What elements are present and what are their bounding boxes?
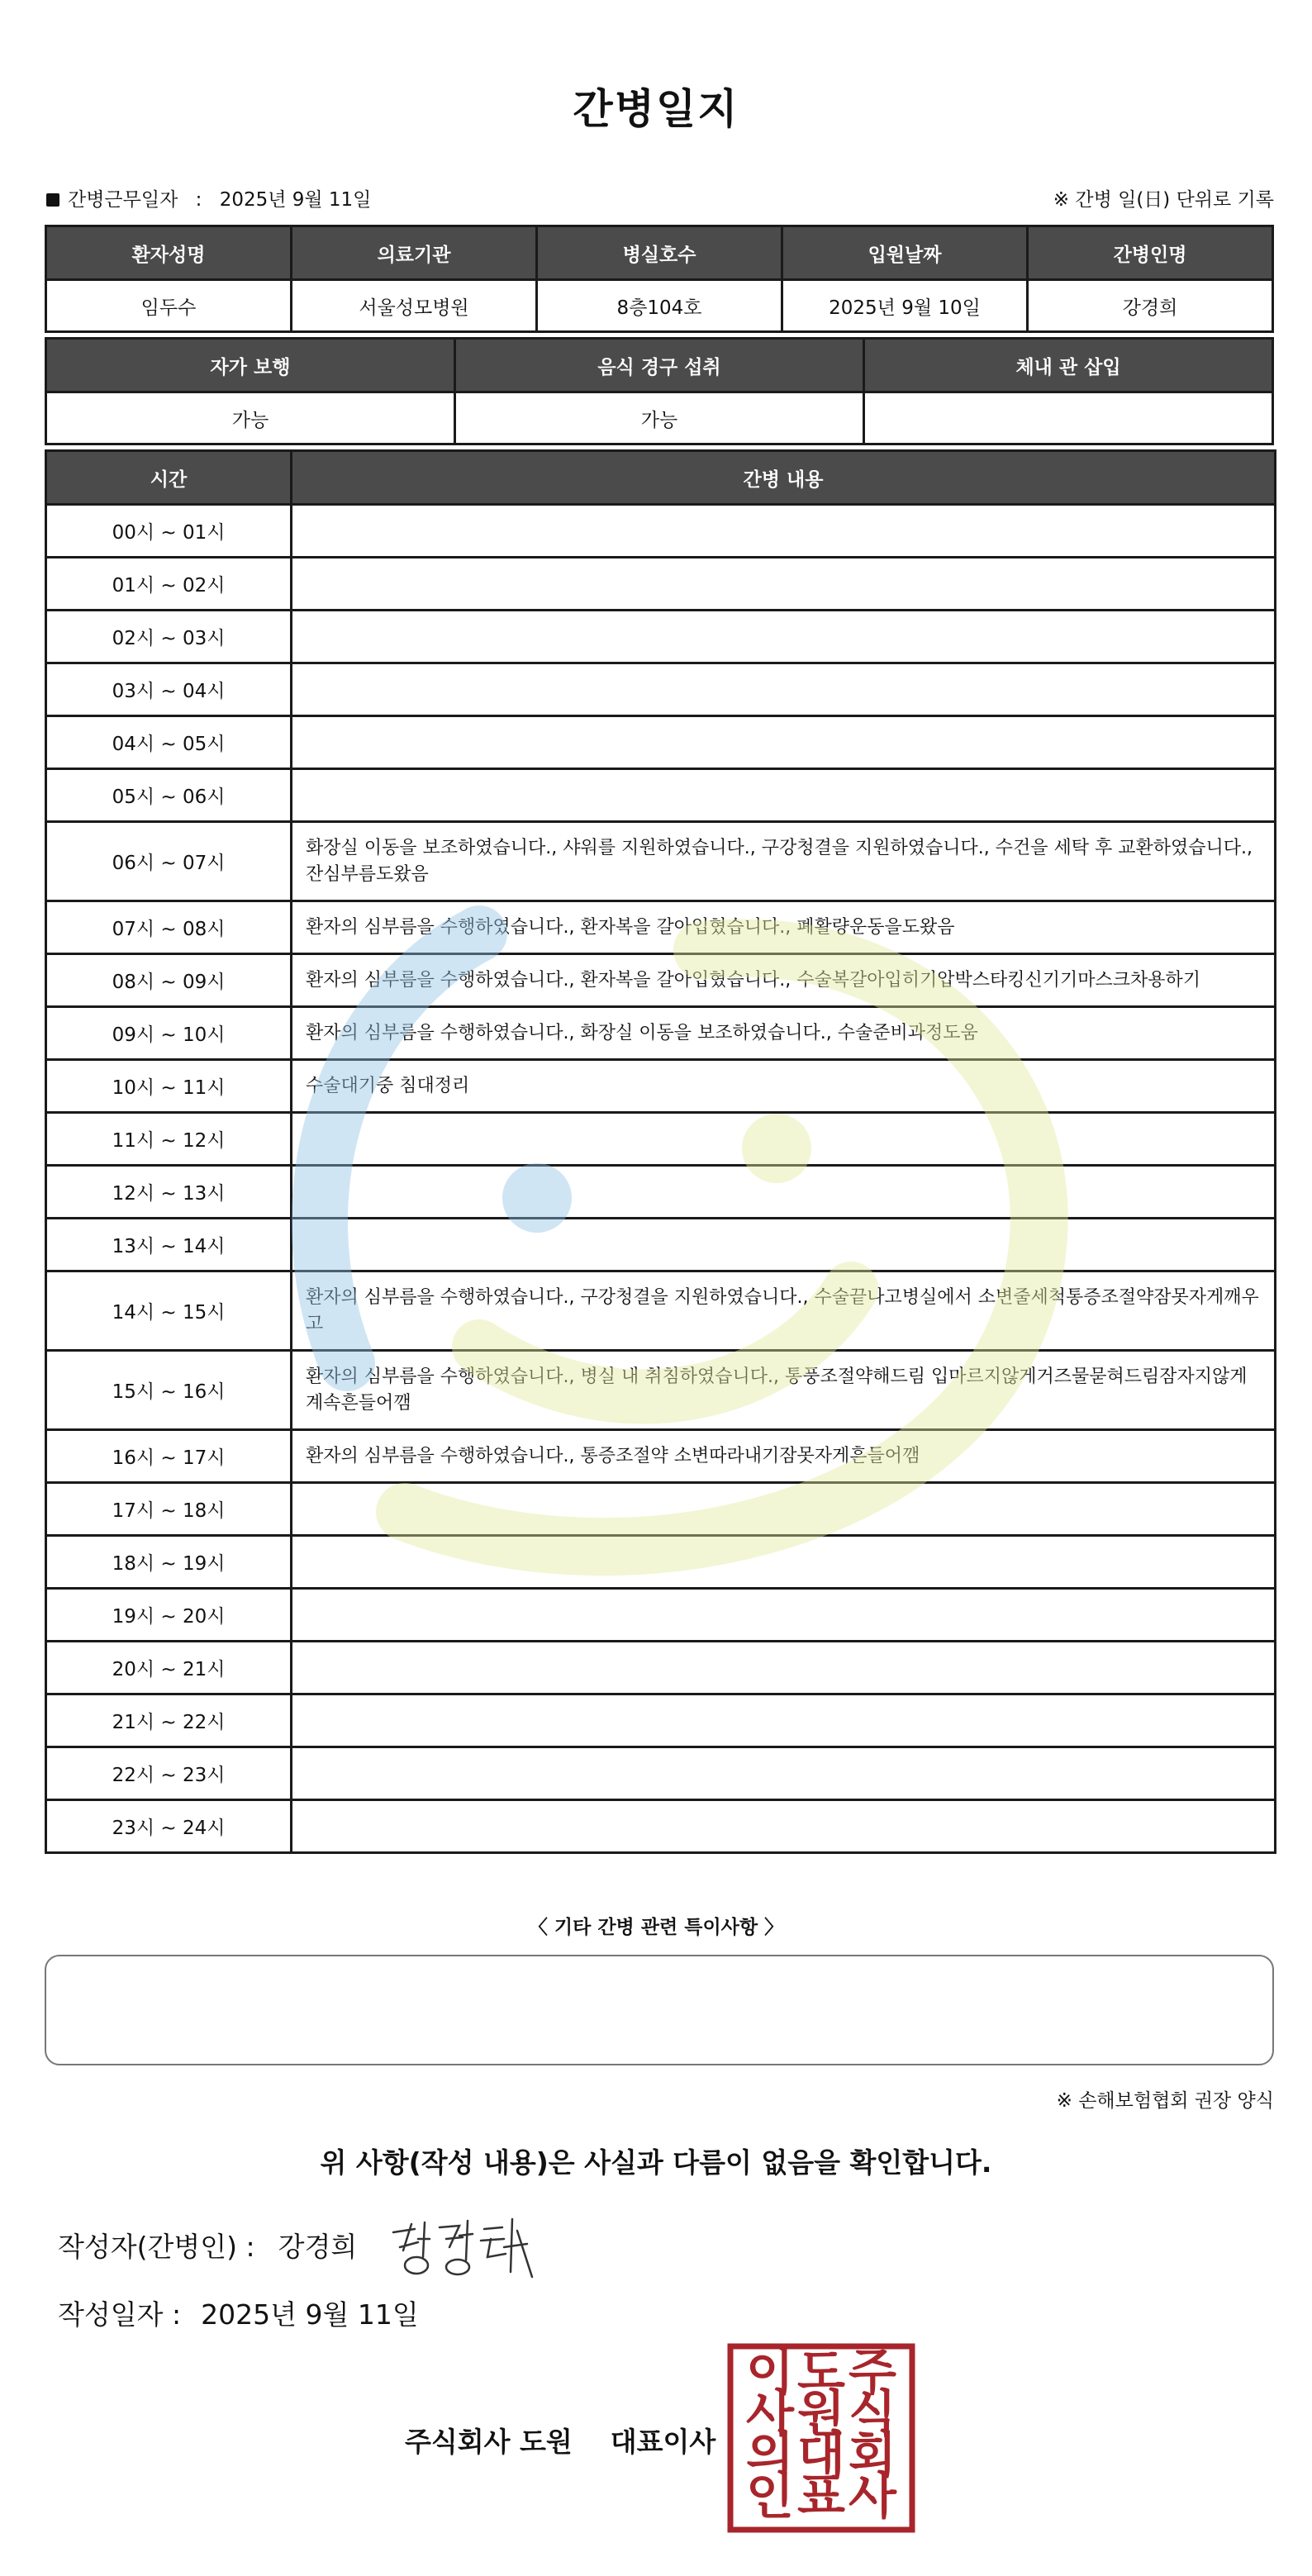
writer-label: 작성자(간병인) : bbox=[58, 2231, 255, 2263]
log-time: 10시 ~ 11시 bbox=[46, 1060, 292, 1113]
log-content bbox=[292, 663, 1276, 716]
header-admit-date: 입원날짜 bbox=[782, 226, 1028, 280]
confirmation-statement: 위 사항(작성 내용)은 사실과 다름이 없음을 확인합니다. bbox=[320, 2146, 992, 2179]
log-time: 08시 ~ 09시 bbox=[46, 954, 292, 1007]
log-row bbox=[46, 1351, 1276, 1430]
log-row bbox=[46, 901, 1276, 954]
seal-char: 의 bbox=[746, 2426, 794, 2484]
log-row bbox=[46, 1694, 1276, 1747]
log-row bbox=[46, 1589, 1276, 1642]
log-row bbox=[46, 505, 1276, 558]
seal-char: 대 bbox=[797, 2426, 845, 2484]
header-room: 병실호수 bbox=[537, 226, 782, 280]
written-date-line bbox=[58, 2293, 419, 2332]
log-row bbox=[46, 1060, 1276, 1113]
log-row bbox=[46, 611, 1276, 663]
oral-intake-value: 가능 bbox=[455, 392, 864, 444]
log-row bbox=[46, 822, 1276, 901]
log-time: 16시 ~ 17시 bbox=[46, 1430, 292, 1483]
handwritten-signature bbox=[387, 2214, 535, 2288]
header-hospital: 의료기관 bbox=[292, 226, 537, 280]
log-row bbox=[46, 1800, 1276, 1853]
seal-char: 도 bbox=[797, 2344, 845, 2402]
log-row bbox=[46, 1430, 1276, 1483]
log-time: 01시 ~ 02시 bbox=[46, 558, 292, 611]
status-header-row bbox=[46, 339, 1273, 392]
recommend-note: ※ 손해보험협회 권장 양식 bbox=[1056, 2090, 1274, 2112]
seal-char: 식 bbox=[849, 2385, 896, 2443]
log-content bbox=[292, 558, 1276, 611]
log-time: 12시 ~ 13시 bbox=[46, 1166, 292, 1219]
log-header-row bbox=[46, 451, 1276, 505]
log-row bbox=[46, 1007, 1276, 1060]
log-content bbox=[292, 1536, 1276, 1589]
log-content: 환자의 심부름을 수행하였습니다., 통증조절약 소변따라내기잠못자게흔들어깸 bbox=[292, 1430, 1276, 1483]
header-time: 시간 bbox=[46, 451, 292, 505]
patient-value-row bbox=[46, 280, 1273, 332]
log-time: 19시 ~ 20시 bbox=[46, 1589, 292, 1642]
status-table bbox=[45, 337, 1274, 445]
log-time: 04시 ~ 05시 bbox=[46, 716, 292, 769]
log-time: 20시 ~ 21시 bbox=[46, 1642, 292, 1694]
seal-char: 주 bbox=[849, 2344, 896, 2402]
seal-char: 회 bbox=[849, 2426, 896, 2484]
log-content bbox=[292, 611, 1276, 663]
log-content bbox=[292, 1747, 1276, 1800]
log-time: 09시 ~ 10시 bbox=[46, 1007, 292, 1060]
log-content bbox=[292, 1483, 1276, 1536]
log-body bbox=[46, 505, 1276, 1853]
log-content bbox=[292, 716, 1276, 769]
company-seal bbox=[727, 2343, 915, 2533]
header-oral-intake: 음식 경구 섭취 bbox=[455, 339, 864, 392]
log-row bbox=[46, 1219, 1276, 1271]
log-row bbox=[46, 558, 1276, 611]
header-caregiver: 간병인명 bbox=[1028, 226, 1273, 280]
log-time: 03시 ~ 04시 bbox=[46, 663, 292, 716]
walking-value: 가능 bbox=[46, 392, 455, 444]
tube-value bbox=[864, 392, 1273, 444]
log-row bbox=[46, 1747, 1276, 1800]
hospital-name: 서울성모병원 bbox=[292, 280, 537, 332]
header-care-content: 간병 내용 bbox=[292, 451, 1276, 505]
seal-char: 이 bbox=[746, 2344, 794, 2402]
header-tube: 체내 관 삽입 bbox=[864, 339, 1273, 392]
log-content: 환자의 심부름을 수행하였습니다., 구강청결을 지원하였습니다., 수술끝나고병실에서 소변줄세척통증조절약잠못자게깨우고 bbox=[292, 1271, 1276, 1351]
log-time: 17시 ~ 18시 bbox=[46, 1483, 292, 1536]
room-number: 8층104호 bbox=[537, 280, 782, 332]
care-date bbox=[46, 184, 371, 211]
log-content bbox=[292, 769, 1276, 822]
log-content: 환자의 심부름을 수행하였습니다., 환자복을 갈아입혔습니다., 폐활량운동을도왔음 bbox=[292, 901, 1276, 954]
writer-line bbox=[58, 2226, 357, 2265]
log-time: 23시 ~ 24시 bbox=[46, 1800, 292, 1853]
care-date-value: 2025년 9월 11일 bbox=[219, 188, 372, 211]
log-row bbox=[46, 1642, 1276, 1694]
square-bullet-icon bbox=[46, 193, 59, 207]
log-content: 화장실 이동을 보조하였습니다., 샤워를 지원하였습니다., 구강청결을 지원하였습니다., 수건을 세탁 후 교환하였습니다., 잔심부름도왔음 bbox=[292, 822, 1276, 901]
writer-name: 강경희 bbox=[278, 2231, 358, 2263]
log-content: 수술대기중 침대정리 bbox=[292, 1060, 1276, 1113]
log-time: 18시 ~ 19시 bbox=[46, 1536, 292, 1589]
log-time: 15시 ~ 16시 bbox=[46, 1351, 292, 1430]
seal-char: 사 bbox=[849, 2468, 896, 2526]
daily-note: ※ 간병 일(日) 단위로 기록 bbox=[1053, 188, 1274, 211]
log-row bbox=[46, 1166, 1276, 1219]
log-content bbox=[292, 1113, 1276, 1166]
seal-char: 인 bbox=[746, 2468, 794, 2526]
header-walking: 자가 보행 bbox=[46, 339, 455, 392]
log-row bbox=[46, 1536, 1276, 1589]
date-label: 작성일자 : bbox=[58, 2298, 182, 2331]
patient-header-row bbox=[46, 226, 1273, 280]
patient-name: 임두수 bbox=[46, 280, 292, 332]
patient-table bbox=[45, 225, 1274, 333]
log-time: 02시 ~ 03시 bbox=[46, 611, 292, 663]
care-date-label: 간병근무일자 bbox=[68, 188, 178, 211]
log-time: 21시 ~ 22시 bbox=[46, 1694, 292, 1747]
log-content bbox=[292, 505, 1276, 558]
admit-date: 2025년 9월 10일 bbox=[782, 280, 1028, 332]
log-content bbox=[292, 1642, 1276, 1694]
company-name: 주식회사 도원 대표이사 bbox=[405, 2426, 716, 2458]
log-content bbox=[292, 1166, 1276, 1219]
log-content bbox=[292, 1219, 1276, 1271]
log-time: 06시 ~ 07시 bbox=[46, 822, 292, 901]
notes-box bbox=[45, 1955, 1274, 2065]
date-value: 2025년 9월 11일 bbox=[201, 2298, 419, 2331]
page-title: 간병일지 bbox=[573, 85, 739, 133]
log-time: 22시 ~ 23시 bbox=[46, 1747, 292, 1800]
log-row bbox=[46, 663, 1276, 716]
log-time: 13시 ~ 14시 bbox=[46, 1219, 292, 1271]
notes-heading: 〈 기타 간병 관련 특이사항 〉 bbox=[528, 1917, 784, 1938]
log-row bbox=[46, 1483, 1276, 1536]
caregiver-name: 강경희 bbox=[1028, 280, 1273, 332]
log-row bbox=[46, 954, 1276, 1007]
seal-char: 사 bbox=[746, 2385, 794, 2443]
care-date-sep: : bbox=[195, 188, 202, 211]
header-patient-name: 환자성명 bbox=[46, 226, 292, 280]
seal-char: 표 bbox=[797, 2468, 845, 2526]
status-value-row bbox=[46, 392, 1273, 444]
log-row bbox=[46, 769, 1276, 822]
log-row bbox=[46, 1271, 1276, 1351]
log-content bbox=[292, 1800, 1276, 1853]
care-log-table bbox=[45, 449, 1276, 1854]
log-time: 07시 ~ 08시 bbox=[46, 901, 292, 954]
log-content: 환자의 심부름을 수행하였습니다., 환자복을 갈아입혔습니다., 수술복갈아입히기압박스타킹신기기마스크차용하기 bbox=[292, 954, 1276, 1007]
seal-char: 원 bbox=[797, 2385, 845, 2443]
log-row bbox=[46, 716, 1276, 769]
log-row bbox=[46, 1113, 1276, 1166]
log-content bbox=[292, 1589, 1276, 1642]
log-content: 환자의 심부름을 수행하였습니다., 화장실 이동을 보조하였습니다., 수술준비과정도움 bbox=[292, 1007, 1276, 1060]
log-time: 05시 ~ 06시 bbox=[46, 769, 292, 822]
log-time: 11시 ~ 12시 bbox=[46, 1113, 292, 1166]
meta-row bbox=[46, 183, 1274, 211]
log-content bbox=[292, 1694, 1276, 1747]
log-time: 14시 ~ 15시 bbox=[46, 1271, 292, 1351]
log-content: 환자의 심부름을 수행하였습니다., 병실 내 취침하였습니다., 통풍조절약해드림 입마르지않게거즈물묻혀드림잠자지않게계속흔들어깸 bbox=[292, 1351, 1276, 1430]
log-time: 00시 ~ 01시 bbox=[46, 505, 292, 558]
